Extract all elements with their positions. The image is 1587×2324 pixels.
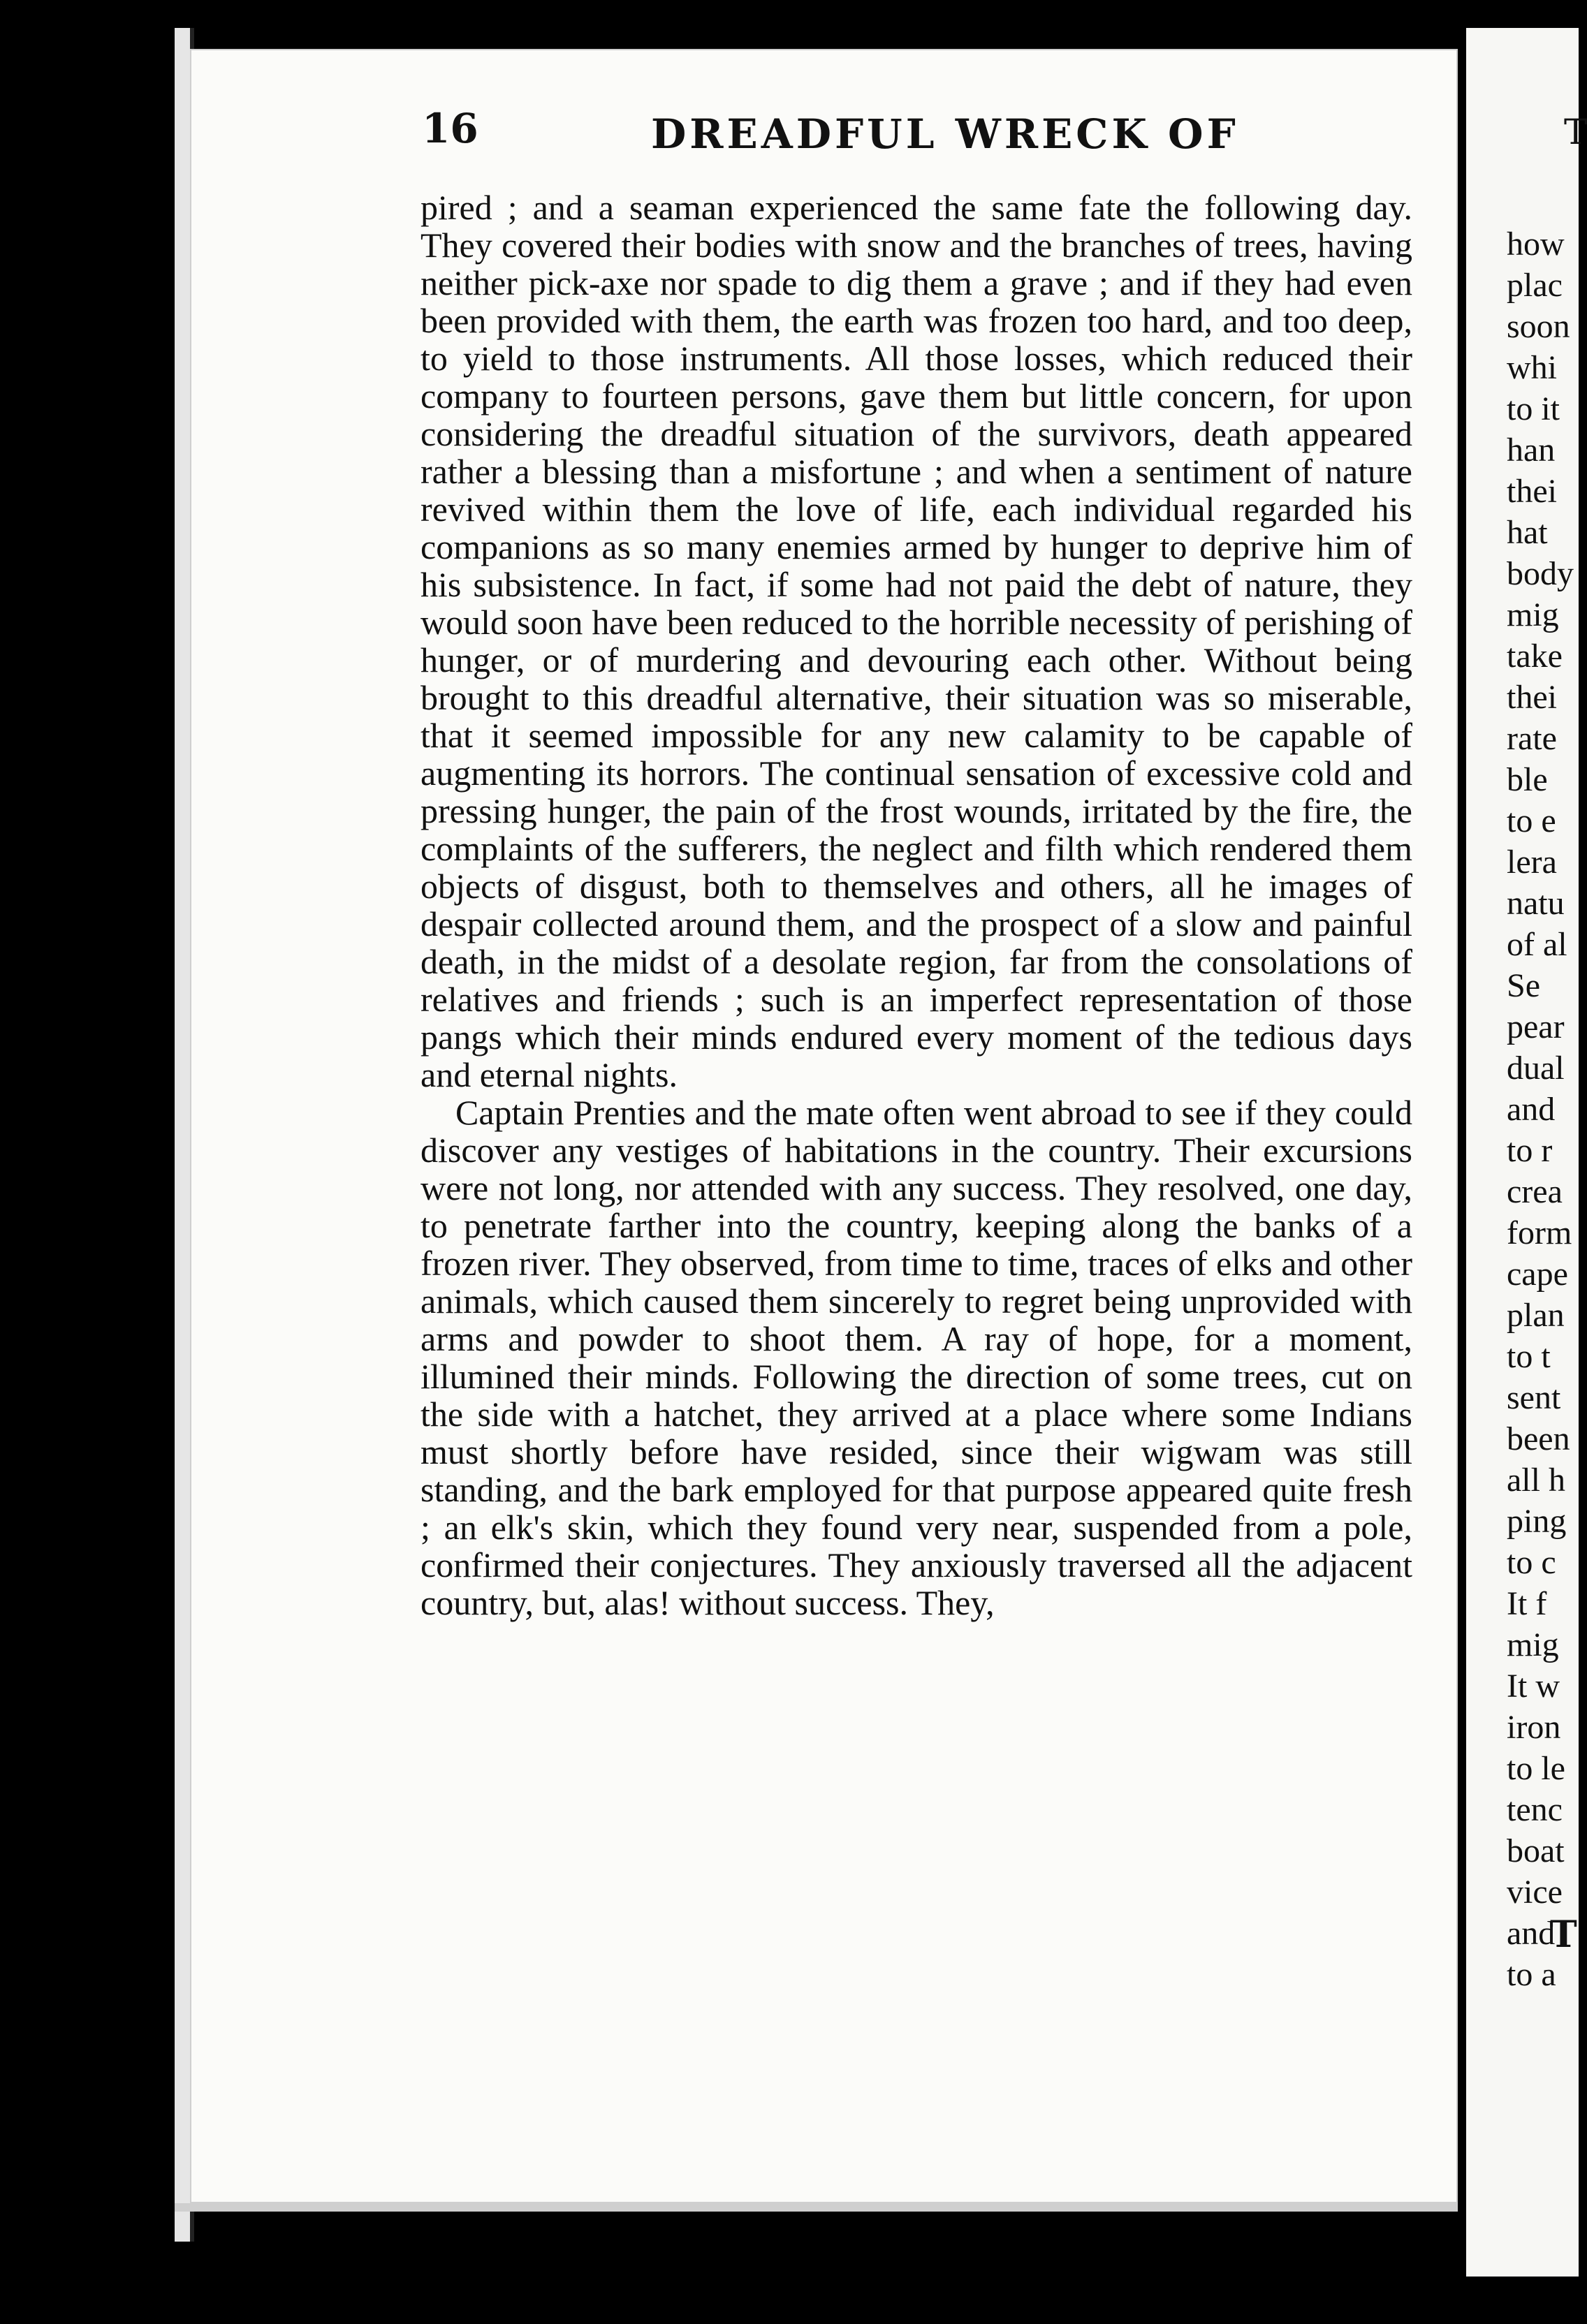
facing-page-line-fragment: iron: [1507, 1709, 1561, 1746]
facing-page-line-fragment: take: [1507, 638, 1563, 675]
facing-page-line-fragment: tenc: [1507, 1791, 1563, 1828]
facing-page-line-fragment: to it: [1507, 390, 1560, 427]
facing-page-line-fragment: to e: [1507, 802, 1556, 839]
facing-page-line-fragment: whi: [1507, 349, 1557, 386]
paragraph-2: Captain Prenties and the mate often went abroad to see if they could discover any vestiges of habitations in the country. Their excursions were not long, nor attended with any success. They resolved, one day, to penetrate farther into the country, keeping along the banks of a frozen river. They observed, from time to time, traces of elks and other animals, which caused them sincerely to regret being unprovided with arms and powder to shoot them. A ray of hope, for a moment, illumined their minds. Following the direction of some trees, cut on the side with a hatchet, they arrived at a place where some Indians must shortly before have resided, since their wigwam was still standing, and the bark employed for that purpose appeared quite fresh ; an elk's skin, which they found very near, suspended from a pole, confirmed their conjectures. They anxiously traversed all the adjacent country, but, alas! without success. They,: [420, 1093, 1412, 1622]
facing-page-line-fragment: how: [1507, 226, 1565, 263]
facing-page-line-fragment: mig: [1507, 1626, 1559, 1663]
facing-page-line-fragment: dual: [1507, 1050, 1565, 1087]
facing-page-line-fragment: plan: [1507, 1297, 1565, 1334]
running-head: DREADFUL WRECK OF: [651, 110, 1239, 158]
facing-page-line-fragment: sent: [1507, 1379, 1561, 1416]
facing-page-line-fragment: crea: [1507, 1173, 1563, 1210]
body-text: [420, 189, 1412, 1621]
facing-page-line-fragment: Se: [1507, 967, 1540, 1004]
facing-page-line-fragment: vice: [1507, 1874, 1563, 1911]
facing-page-line-fragment: soon: [1507, 308, 1570, 345]
facing-page-line-fragment: form: [1507, 1214, 1572, 1251]
facing-page-line-fragment: rate: [1507, 720, 1557, 757]
facing-page-line-fragment: to c: [1507, 1544, 1556, 1581]
facing-page-line-fragment: plac: [1507, 267, 1563, 304]
book-page: [190, 49, 1458, 2203]
facing-page: [1466, 28, 1587, 2277]
facing-page-line-fragment: been: [1507, 1420, 1570, 1457]
facing-page-line-fragment: ping: [1507, 1503, 1567, 1540]
facing-page-line-fragment: ble: [1507, 761, 1548, 798]
facing-page-line-fragment: to r: [1507, 1132, 1553, 1169]
facing-page-line-fragment: hat: [1507, 514, 1548, 551]
facing-page-line-fragment: cape: [1507, 1256, 1568, 1293]
facing-page-line-fragment: and: [1507, 1915, 1556, 1952]
facing-page-line-fragment: all h: [1507, 1462, 1565, 1499]
facing-page-line-fragment: to t: [1507, 1338, 1551, 1375]
facing-page-line-fragment: to le: [1507, 1750, 1565, 1787]
facing-page-line-fragment: lera: [1507, 844, 1557, 881]
facing-page-bottom-fragment: T: [1550, 1913, 1577, 1956]
facing-page-line-fragment: pear: [1507, 1008, 1565, 1045]
page-header: [420, 105, 1412, 189]
facing-page-line-fragment: han: [1507, 432, 1556, 469]
facing-page-line-fragment: It f: [1507, 1585, 1547, 1622]
facing-page-line-fragment: thei: [1507, 679, 1557, 716]
facing-page-line-fragment: natu: [1507, 885, 1565, 922]
page-number: 16: [422, 105, 478, 152]
page-bottom-edge: [175, 2203, 1458, 2212]
facing-page-header-fragment: T: [1564, 112, 1587, 152]
facing-page-line-fragment: mig: [1507, 596, 1559, 633]
facing-page-line-fragment: thei: [1507, 473, 1557, 510]
facing-page-line-fragment: to a: [1507, 1956, 1556, 1993]
book-gutter: [1458, 42, 1466, 2228]
facing-page-line-fragment: of al: [1507, 926, 1567, 963]
page-content: [420, 105, 1412, 1621]
facing-page-line-fragment: and: [1507, 1091, 1556, 1128]
facing-page-line-fragment: body: [1507, 555, 1574, 592]
facing-page-line-fragment: It w: [1507, 1668, 1560, 1705]
facing-page-line-fragment: boat: [1507, 1832, 1565, 1869]
paragraph-1: pired ; and a seaman experienced the same fate the following day. They covered their bodies with snow and the branches of trees, having neither pick-axe nor spade to dig them a grave ; and if they had even been provided with them, the earth was frozen too hard, and too deep, to yield to those instruments. All those losses, which reduced their company to fourteen persons, gave them but little concern, for upon considering the dreadful situation of the survivors, death appeared rather a blessing than a misfortune ; and when a sentiment of nature revived within them the love of life, each individual regarded his companions as so many enemies armed by hunger to deprive him of his subsistence. In fact, if some had not paid the debt of nature, they would soon have been reduced to the horrible necessity of perishing of hunger, or of murdering and devouring each other. Without being brought to this dreadful alternative, their situation was so miserable, that it seemed impossible for any new calamity to be capable of augmenting its horrors. The continual sensation of excessive cold and pressing hunger, the pain of the frost wounds, irritated by the fire, the complaints of the sufferers, the neglect and filth which rendered them objects of disgust, both to themselves and others, all he images of despair collected around them, and the prospect of a slow and painful death, in the midst of a desolate region, far from the consolations of relatives and friends ; such is an imperfect representation of those pangs which their minds endured every moment of the tedious days and eternal nights.: [420, 188, 1412, 1094]
facing-page-lines: [1507, 223, 1574, 1995]
